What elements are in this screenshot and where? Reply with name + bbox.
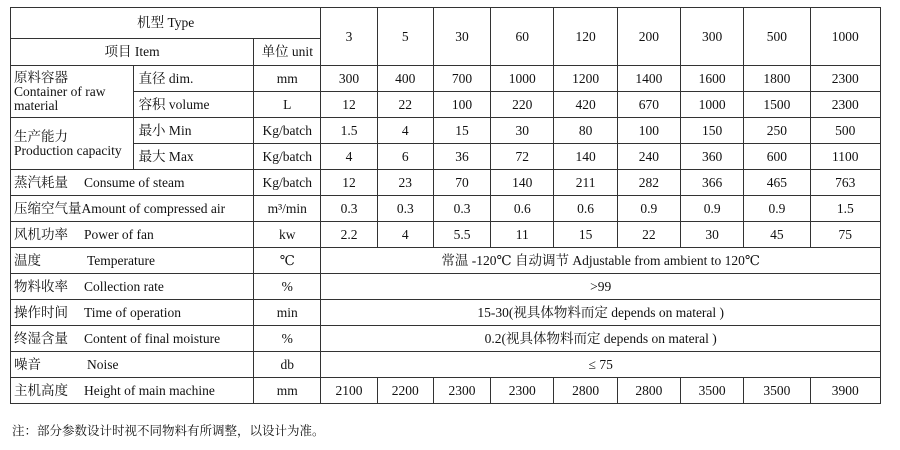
dim-value: 2300 [810, 66, 880, 92]
steam-value: 12 [321, 170, 377, 196]
fan-value: 2.2 [321, 222, 377, 248]
noise-unit: db [254, 352, 321, 378]
dim-value: 1200 [554, 66, 617, 92]
volume-value: 1500 [744, 92, 810, 118]
volume-value: 12 [321, 92, 377, 118]
row-capacity-min [11, 118, 881, 144]
steam-value: 366 [681, 170, 744, 196]
category-capacity [11, 118, 134, 170]
row-steam [11, 170, 881, 196]
collection-label-en: Collection rate [84, 278, 164, 294]
category-capacity-cn: 生产能力 [14, 128, 68, 144]
min-value: 80 [554, 118, 617, 144]
fan-value: 22 [617, 222, 680, 248]
temperature-unit: ℃ [254, 248, 321, 274]
footnote: 注：部分参数设计时视不同物料有所调整，以设计为准。 [12, 423, 325, 438]
height-unit: mm [254, 378, 321, 404]
height-value: 2800 [617, 378, 680, 404]
fan-value: 4 [377, 222, 433, 248]
header-row-type [11, 8, 881, 39]
max-value: 140 [554, 144, 617, 170]
min-value: 15 [433, 118, 490, 144]
min-value: 1.5 [321, 118, 377, 144]
row-collection [11, 274, 881, 300]
volume-value: 100 [433, 92, 490, 118]
height-value: 3500 [744, 378, 810, 404]
fan-label-cn: 风机功率 [14, 226, 68, 242]
volume-value: 22 [377, 92, 433, 118]
volume-value: 670 [617, 92, 680, 118]
height-value: 2300 [491, 378, 554, 404]
row-temperature [11, 248, 881, 274]
moisture-label [11, 326, 254, 352]
height-value: 3900 [810, 378, 880, 404]
row-fan [11, 222, 881, 248]
max-value: 6 [377, 144, 433, 170]
model-500: 500 [744, 8, 810, 66]
category-container [11, 66, 134, 118]
unit-header: 单位 unit [254, 39, 321, 66]
max-value: 600 [744, 144, 810, 170]
volume-value: 2300 [810, 92, 880, 118]
fan-value: 45 [744, 222, 810, 248]
min-value: 150 [681, 118, 744, 144]
moisture-label-en: Content of final moisture [84, 330, 221, 346]
model-200: 200 [617, 8, 680, 66]
max-unit: Kg/batch [254, 144, 321, 170]
moisture-unit: % [254, 326, 321, 352]
height-label [11, 378, 254, 404]
category-container-cn: 原料容器 [14, 69, 68, 85]
row-moisture [11, 326, 881, 352]
steam-value: 763 [810, 170, 880, 196]
collection-label-cn: 物料收率 [14, 278, 68, 294]
height-label-en: Height of main machine [84, 382, 215, 398]
steam-value: 23 [377, 170, 433, 196]
min-unit: Kg/batch [254, 118, 321, 144]
operation-value: 15-30(视具体物料而定 depends on materal ) [321, 300, 881, 326]
category-capacity-en: Production capacity [14, 142, 122, 158]
row-container-volume [11, 92, 881, 118]
min-value: 4 [377, 118, 433, 144]
fan-label [11, 222, 254, 248]
max-value: 1100 [810, 144, 880, 170]
volume-value: 1000 [681, 92, 744, 118]
model-1000: 1000 [810, 8, 880, 66]
height-value: 2800 [554, 378, 617, 404]
operation-label-cn: 操作时间 [14, 304, 68, 320]
steam-value: 211 [554, 170, 617, 196]
type-header: 机型 Type [11, 8, 321, 39]
dim-value: 1000 [491, 66, 554, 92]
max-label: 最大 Max [133, 144, 254, 170]
fan-value: 75 [810, 222, 880, 248]
air-value: 0.3 [433, 196, 490, 222]
height-value: 2300 [433, 378, 490, 404]
height-value: 2200 [377, 378, 433, 404]
model-60: 60 [491, 8, 554, 66]
row-operation [11, 300, 881, 326]
volume-label: 容积 volume [133, 92, 254, 118]
min-value: 500 [810, 118, 880, 144]
steam-value: 465 [744, 170, 810, 196]
dim-value: 700 [433, 66, 490, 92]
collection-value: >99 [321, 274, 881, 300]
fan-unit: kw [254, 222, 321, 248]
model-5: 5 [377, 8, 433, 66]
steam-label-en: Consume of steam [84, 174, 185, 190]
max-value: 240 [617, 144, 680, 170]
row-container-dim [11, 66, 881, 92]
air-label-en: Amount of compressed air [81, 200, 226, 216]
steam-value: 282 [617, 170, 680, 196]
air-value: 1.5 [810, 196, 880, 222]
fan-value: 30 [681, 222, 744, 248]
min-value: 30 [491, 118, 554, 144]
height-value: 3500 [681, 378, 744, 404]
air-unit: m³/min [254, 196, 321, 222]
steam-unit: Kg/batch [254, 170, 321, 196]
dim-value: 1800 [744, 66, 810, 92]
dim-value: 1600 [681, 66, 744, 92]
dim-unit: mm [254, 66, 321, 92]
model-30: 30 [433, 8, 490, 66]
air-value: 0.9 [617, 196, 680, 222]
row-capacity-max [11, 144, 881, 170]
temperature-label-en: Temperature [87, 252, 156, 268]
row-height [11, 378, 881, 404]
row-noise [11, 352, 881, 378]
dim-label: 直径 dim. [133, 66, 254, 92]
noise-label-cn: 噪音 [14, 356, 41, 372]
model-120: 120 [554, 8, 617, 66]
operation-label-en: Time of operation [84, 304, 181, 320]
fan-value: 11 [491, 222, 554, 248]
volume-value: 420 [554, 92, 617, 118]
temperature-label-cn: 温度 [14, 252, 41, 268]
dim-value: 300 [321, 66, 377, 92]
dim-value: 400 [377, 66, 433, 92]
category-container-en-1: Container of raw [14, 83, 106, 99]
air-value: 0.9 [681, 196, 744, 222]
category-container-en-2: material [14, 97, 59, 113]
height-value: 2100 [321, 378, 377, 404]
operation-label [11, 300, 254, 326]
moisture-label-cn: 终湿含量 [14, 330, 68, 346]
fan-label-en: Power of fan [84, 226, 154, 242]
moisture-value: 0.2(视具体物料而定 depends on materal ) [321, 326, 881, 352]
height-label-cn: 主机高度 [14, 382, 68, 398]
spec-table [10, 7, 881, 404]
air-value: 0.3 [377, 196, 433, 222]
air-value: 0.9 [744, 196, 810, 222]
noise-label-en: Noise [87, 356, 119, 372]
air-value: 0.3 [321, 196, 377, 222]
model-300: 300 [681, 8, 744, 66]
temperature-value: 常温 -120℃ 自动调节 Adjustable from ambient to 120℃ [321, 248, 881, 274]
dim-value: 1400 [617, 66, 680, 92]
air-label [11, 196, 254, 222]
temperature-label [11, 248, 254, 274]
air-value: 0.6 [491, 196, 554, 222]
volume-unit: L [254, 92, 321, 118]
min-label: 最小 Min [133, 118, 254, 144]
fan-value: 5.5 [433, 222, 490, 248]
steam-label-cn: 蒸汽耗量 [14, 174, 68, 190]
collection-label [11, 274, 254, 300]
collection-unit: % [254, 274, 321, 300]
volume-value: 220 [491, 92, 554, 118]
noise-value: ≤ 75 [321, 352, 881, 378]
max-value: 72 [491, 144, 554, 170]
min-value: 250 [744, 118, 810, 144]
steam-value: 140 [491, 170, 554, 196]
max-value: 36 [433, 144, 490, 170]
model-3: 3 [321, 8, 377, 66]
max-value: 360 [681, 144, 744, 170]
air-value: 0.6 [554, 196, 617, 222]
noise-label [11, 352, 254, 378]
steam-value: 70 [433, 170, 490, 196]
steam-label [11, 170, 254, 196]
fan-value: 15 [554, 222, 617, 248]
air-label-cn: 压缩空气量 [14, 200, 82, 216]
item-header: 项目 Item [11, 39, 254, 66]
max-value: 4 [321, 144, 377, 170]
min-value: 100 [617, 118, 680, 144]
row-air [11, 196, 881, 222]
operation-unit: min [254, 300, 321, 326]
